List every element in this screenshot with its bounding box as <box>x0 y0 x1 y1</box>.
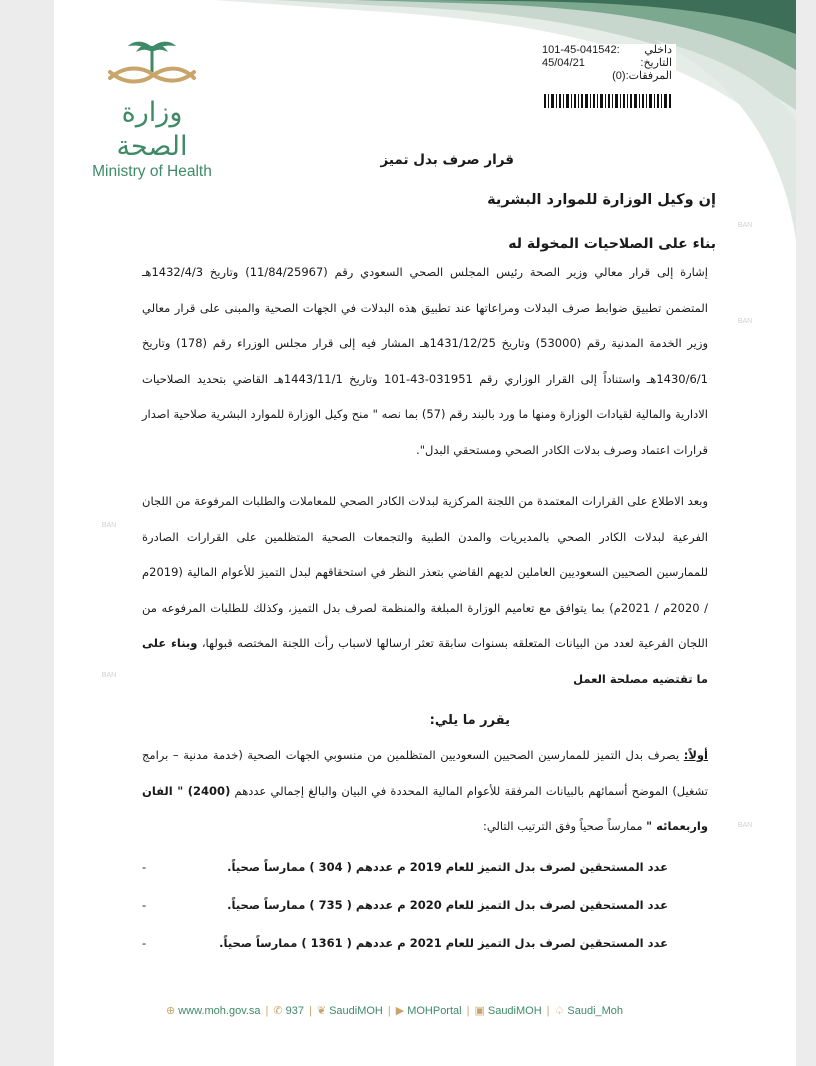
list-item <box>142 848 708 886</box>
list-item-text: عدد المستحقين لصرف بدل التميز للعام 2021 م عددهم ( 1361 ) ممارساً صحياً. <box>219 936 668 950</box>
snapchat-icon: ♤ <box>554 1005 565 1017</box>
first-clause-tail: ممارساً صحياً وفق الترتيب التالي: <box>482 819 643 833</box>
phone-icon: ✆ <box>273 1005 283 1017</box>
list-item <box>142 924 708 962</box>
watermark: BAN <box>737 222 753 229</box>
list-item-text: عدد المستحقين لصرف بدل التميز للعام 2020 م عددهم ( 735 ) ممارساً صحياً. <box>227 898 668 912</box>
footer-phone-text: 937 <box>285 1004 304 1017</box>
footer-youtube-text: MOHPortal <box>407 1004 462 1017</box>
youtube-icon: ▶ <box>395 1005 405 1017</box>
review-paragraph-closing: وبناء على ما تقتضيه مصلحة العمل <box>142 636 708 686</box>
watermark: BAN <box>101 672 117 679</box>
stamp-date-row <box>538 57 676 70</box>
first-clause-total: (2400) " الفان واربعمائه " <box>142 783 708 833</box>
footer-snapchat-text: Saudi_Moh <box>567 1004 624 1017</box>
facebook-icon: ▣ <box>474 1005 485 1017</box>
footer-youtube[interactable] <box>396 1004 462 1017</box>
first-clause-text: يصرف بدل التميز للممارسين الصحيين السعوديين المتظلمين من منسوبي الجهات الصحية (خدمة مدنية – برامج تشغيل) الموضح أسمائهم بالبيانات المرفقة للأعوام المالية المحددة في البيان والبالغ إجمالي عددهم <box>142 748 708 798</box>
first-clause-label: أولاً: <box>683 748 708 762</box>
watermark: BAN <box>737 822 753 829</box>
beneficiaries-list <box>142 848 708 962</box>
decision-title: قرار صرف بدل تميز <box>380 152 514 168</box>
footer-facebook-text: SaudiMOH <box>487 1004 542 1017</box>
list-item-marker: - <box>142 898 147 912</box>
watermark: BAN <box>737 66 753 73</box>
stamp-incoming-value: 101-45-041542: <box>542 44 620 56</box>
barcode <box>544 94 672 108</box>
list-item <box>142 886 708 924</box>
stamp-attachments: المرفقات:(0) <box>612 70 672 82</box>
ministry-name-arabic: وزارة الصحة <box>116 97 188 162</box>
footer-twitter-text: SaudiMOH <box>329 1004 383 1017</box>
preamble-paragraph: إشارة إلى قرار معالي وزير الصحة رئيس المجلس الصحي السعودي رقم (11/84/25967) وتاريخ 1432/4/3هـ المتضمن تطبيق ضوابط صرف البدلات ومراعاتها عند تطبيق هذه البدلات في الجهات الصحية والمبنى على قرار معالي وزير الخدمة المدنية رقم (53000) وتاريخ 1431/12/25هـ المشار فيه إلى قرار مجلس الوزراء رقم (178) وتاريخ 1430/6/1هـ واستناداً إلى القرار الوزاري رقم 031951-43-101 وتاريخ 1443/11/1هـ القاضي بتحديد الصلاحيات الادارية والمالية لقيادات الوزارة ومنها ما ورد بالبند رقم (57) بما نصه " منح وكيل الوزارة للموارد البشرية صلاحية اصدار قرارات اعتماد وصرف بدلات الكادر الصحي ومستحقي البدل". <box>142 265 709 457</box>
watermark: BAN <box>737 318 753 325</box>
contact-footer: ⊕ www.moh.gov.sa | ✆ 937 | ❦ SaudiMOH | ▶ MOHPortal | ▣ SaudiMOH | ♤ Saudi_Moh <box>166 1004 624 1017</box>
stamp-date-value: 45/04/21 <box>542 57 585 69</box>
footer-website[interactable] <box>166 1004 261 1017</box>
stamp-attachments-row <box>538 70 676 83</box>
stamp-date-label: التاريخ: <box>640 57 672 69</box>
first-clause <box>142 738 708 845</box>
list-item-marker: - <box>142 860 147 874</box>
ministry-name-english: Ministry of Health <box>92 163 212 180</box>
review-paragraph <box>142 484 708 697</box>
footer-snapchat[interactable] <box>555 1004 624 1017</box>
document-page <box>54 0 796 1066</box>
footer-twitter[interactable] <box>317 1004 383 1017</box>
stamp-incoming-row <box>538 44 676 57</box>
stamp-incoming-label: داخلي <box>644 44 672 56</box>
list-item-text: عدد المستحقين لصرف بدل التميز للعام 2019 م عددهم ( 304 ) ممارساً صحياً. <box>227 860 668 874</box>
globe-icon: ⊕ <box>166 1005 176 1017</box>
palm-emblem-icon <box>104 38 200 94</box>
ministry-logo <box>82 38 222 180</box>
issuer-heading: إن وكيل الوزارة للموارد البشرية <box>487 192 716 208</box>
footer-phone[interactable] <box>273 1004 304 1017</box>
incoming-stamp <box>538 44 676 114</box>
decides-heading: يقرر ما يلي: <box>429 713 510 728</box>
twitter-icon: ❦ <box>316 1005 327 1017</box>
footer-facebook[interactable] <box>474 1004 541 1017</box>
authority-basis: بناء على الصلاحيات المخولة له <box>508 236 716 252</box>
footer-website-text: www.moh.gov.sa <box>178 1004 261 1017</box>
review-paragraph-text: وبعد الاطلاع على القرارات المعتمدة من اللجنة المركزية لبدلات الكادر الصحي للمعاملات والطلبات المرفوعة من اللجان الفرعية لبدلات الكادر الصحي بالمديريات والمدن الطبية والتجمعات الصحية المتظلمين على القرارات الصادرة للممارسين الصحيين السعوديين العاملين لديهم القاضي بتعذر النظر في استحقاقهم لبدل التميز للأعوام المالية (2019م / 2020م / 2021م) بما يتوافق مع تعاميم الوزارة المبلغة والمنظمة لصرف بدل التميز، وكذلك للطلبات المرفوعه من اللجان الفرعية لعدد من البيانات المتعلقه بسنوات سابقة تعثر ارسالها لاسباب رأت اللجنة المختصه قبولها، <box>142 494 709 650</box>
watermark: BAN <box>101 522 117 529</box>
list-item-marker: - <box>142 936 147 950</box>
